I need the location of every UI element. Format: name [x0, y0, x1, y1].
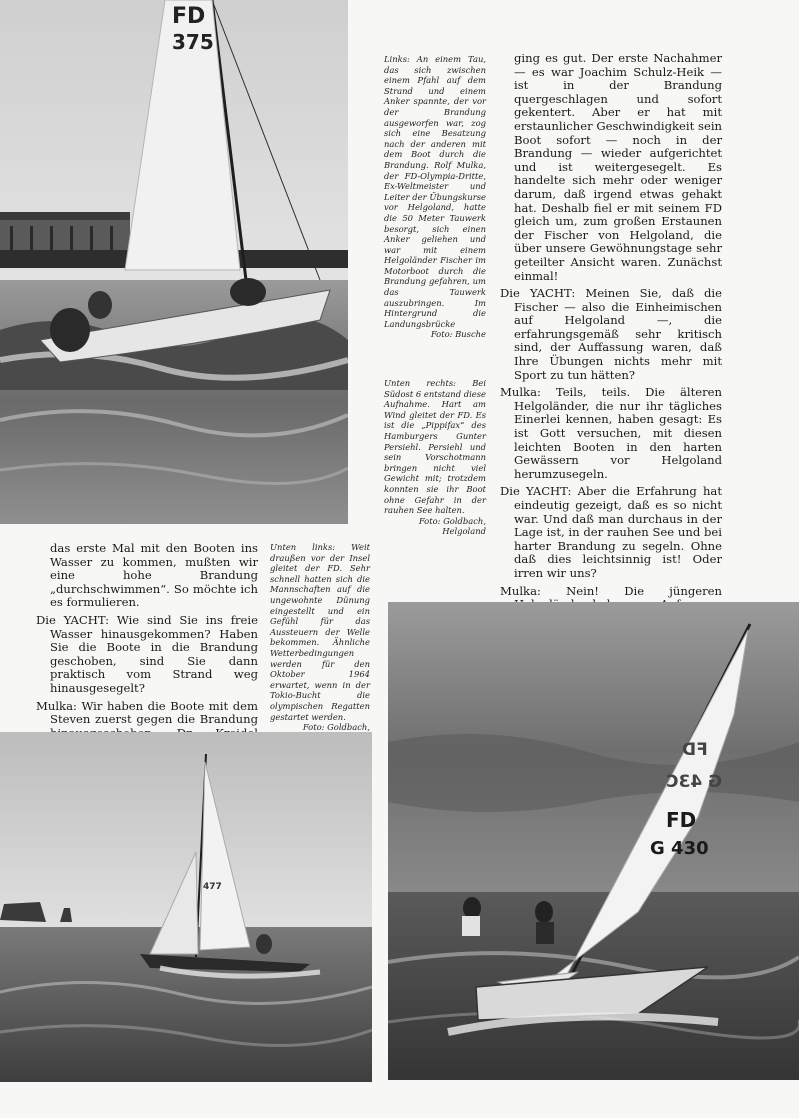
left-column-paragraph: Die YACHT: Wie sind Sie ins freie Wasser hinausgekommen? Haben Sie die Boote in die Brandung geschoben, sind Sie dann praktisch vom Strand weg hinausgesegelt? [36, 612, 258, 695]
sail-number-bottom-left: 477 [203, 882, 222, 892]
right-column-paragraph: Mulka: Nein! Die jüngeren [500, 583, 722, 598]
right-column-text [500, 52, 722, 684]
sail-letters-bottom-right: FD [666, 808, 697, 832]
caption-links [384, 54, 486, 340]
sail-number: 375 [172, 30, 214, 54]
photo-bottom-right [388, 602, 799, 1080]
right-column-paragraph: Mulka: Teils, teils. Die älteren Helgoländer, die nur ihr tägliches Einerlei kennen, haben gesagt: Es ist Gott versuchen, mit diesen leichten Booten in den harten Gewässern vor Helgoland herumzusegeln. [500, 385, 722, 481]
left-column-paragraph: das erste Mal mit den Booten ins Wasser zu kommen, mußten wir eine hohe Brandung „durchschwimmen“. So möchte ich es formulieren. [50, 541, 258, 610]
sail-number-bottom-right: G 430 [650, 838, 709, 859]
caption-unten-rechts-credit: Foto: Goldbach, Helgoland [418, 515, 486, 537]
caption-unten-links-credit: Foto: Goldbach, [302, 722, 370, 733]
caption-unten-rechts-text: Unten rechts: Bei Südost 6 entstand diese Aufnahme. Hart am Wind gleitet der FD. Es ist die „Pippifax“ des Hamburgers Gunter Persiehl. Persiehl und sein Vorschotmann bringen nicht viel Gewicht mit; trotzdem konnten sie ihr Boot ohne Gefahr in der rauhen See halten. [384, 378, 486, 516]
right-column-paragraph: ging es gut. Der erste Nachahmer — es war Joachim Schulz-Heik — ist in der Brandung quergeschlagen und sofort gekentert. Aber er hat mit erstaunlicher Geschwindigkeit sein Boot sofort — noch in der Brandung — wieder aufgerichtet und ist weitergesegelt. Es handelte sich mehr oder weniger darum, daß irgend etwas gehakt hat. Deshalb fiel er mit seinem FD gleich um, zum großen Erstaunen der Fischer von Helgoland, die über unsere Gewöhnungstage sehr geteilter Ansicht waren. Zunächst einmal! [514, 51, 722, 283]
sail-mirror-letters: FD [682, 740, 708, 760]
caption-links-text: Links: An einem Tau, das sich zwischen einem Pfahl auf dem Strand und einem Anker spannte, der vor der Brandung ausgeworfen war, zog sich eine Besatzung nach der anderen mit dem Boot durch die Brandung. Rolf Mulka, der FD-Olympia-Dritte, Ex-Weltmeister und Leiter der Übungskurse vor Helgoland, hatte die 50 Meter Tauwerk besorgt, sich einen Anker geliehen und war mit einem Helgoländer Fischer im Motorboot durch die Brandung gefahren, um das Tauwerk auszubringen. Im Hintergrund die Landungsbrücke [384, 54, 486, 329]
caption-unten-links-text: Unten links: Weit draußen vor der Insel gleitet der FD. Sehr schnell hatten sich die Mannschaften auf die ungewohnte Dünung eingestellt und ein Gefühl für das Aussteuern der Welle bekommen. Ähnliche Wetterbedingungen werden für den Oktober 1964 erwartet, wenn in der Tokio-Bucht die olympischen Regatten gestartet werden. [270, 542, 370, 722]
right-column-paragraph: Die YACHT: Aber die Erfahrung hat eindeutig gezeigt, daß es so nicht war. Und daß man durchaus in der Lage ist, in der rauhen See und bei harter Brandung zu segeln. Ohne daß dies leichtsinnig ist! Oder irren wir uns? [500, 484, 722, 580]
sail-mirror-number: G 43C [666, 772, 723, 792]
photo-bottom-left [0, 732, 372, 1082]
left-column-paragraph: Mulka: Wir haben die Boote mit dem Steven zuerst gegen die Brandung [36, 698, 258, 727]
sail-letters: FD [172, 4, 206, 29]
caption-links-credit: Foto: Busche [430, 329, 486, 340]
caption-unten-rechts [384, 378, 486, 537]
right-column-paragraph: Die YACHT: Meinen Sie, daß die Fischer — also die Einheimischen auf Helgoland —, die erfahrungsgemäß sehr kritisch sind, der Auffassung waren, daß Ihre Übungen nichts mehr mit Sport zu tun hätten? [500, 286, 722, 382]
caption-unten-links [270, 542, 370, 743]
photo-top-left [0, 0, 348, 524]
